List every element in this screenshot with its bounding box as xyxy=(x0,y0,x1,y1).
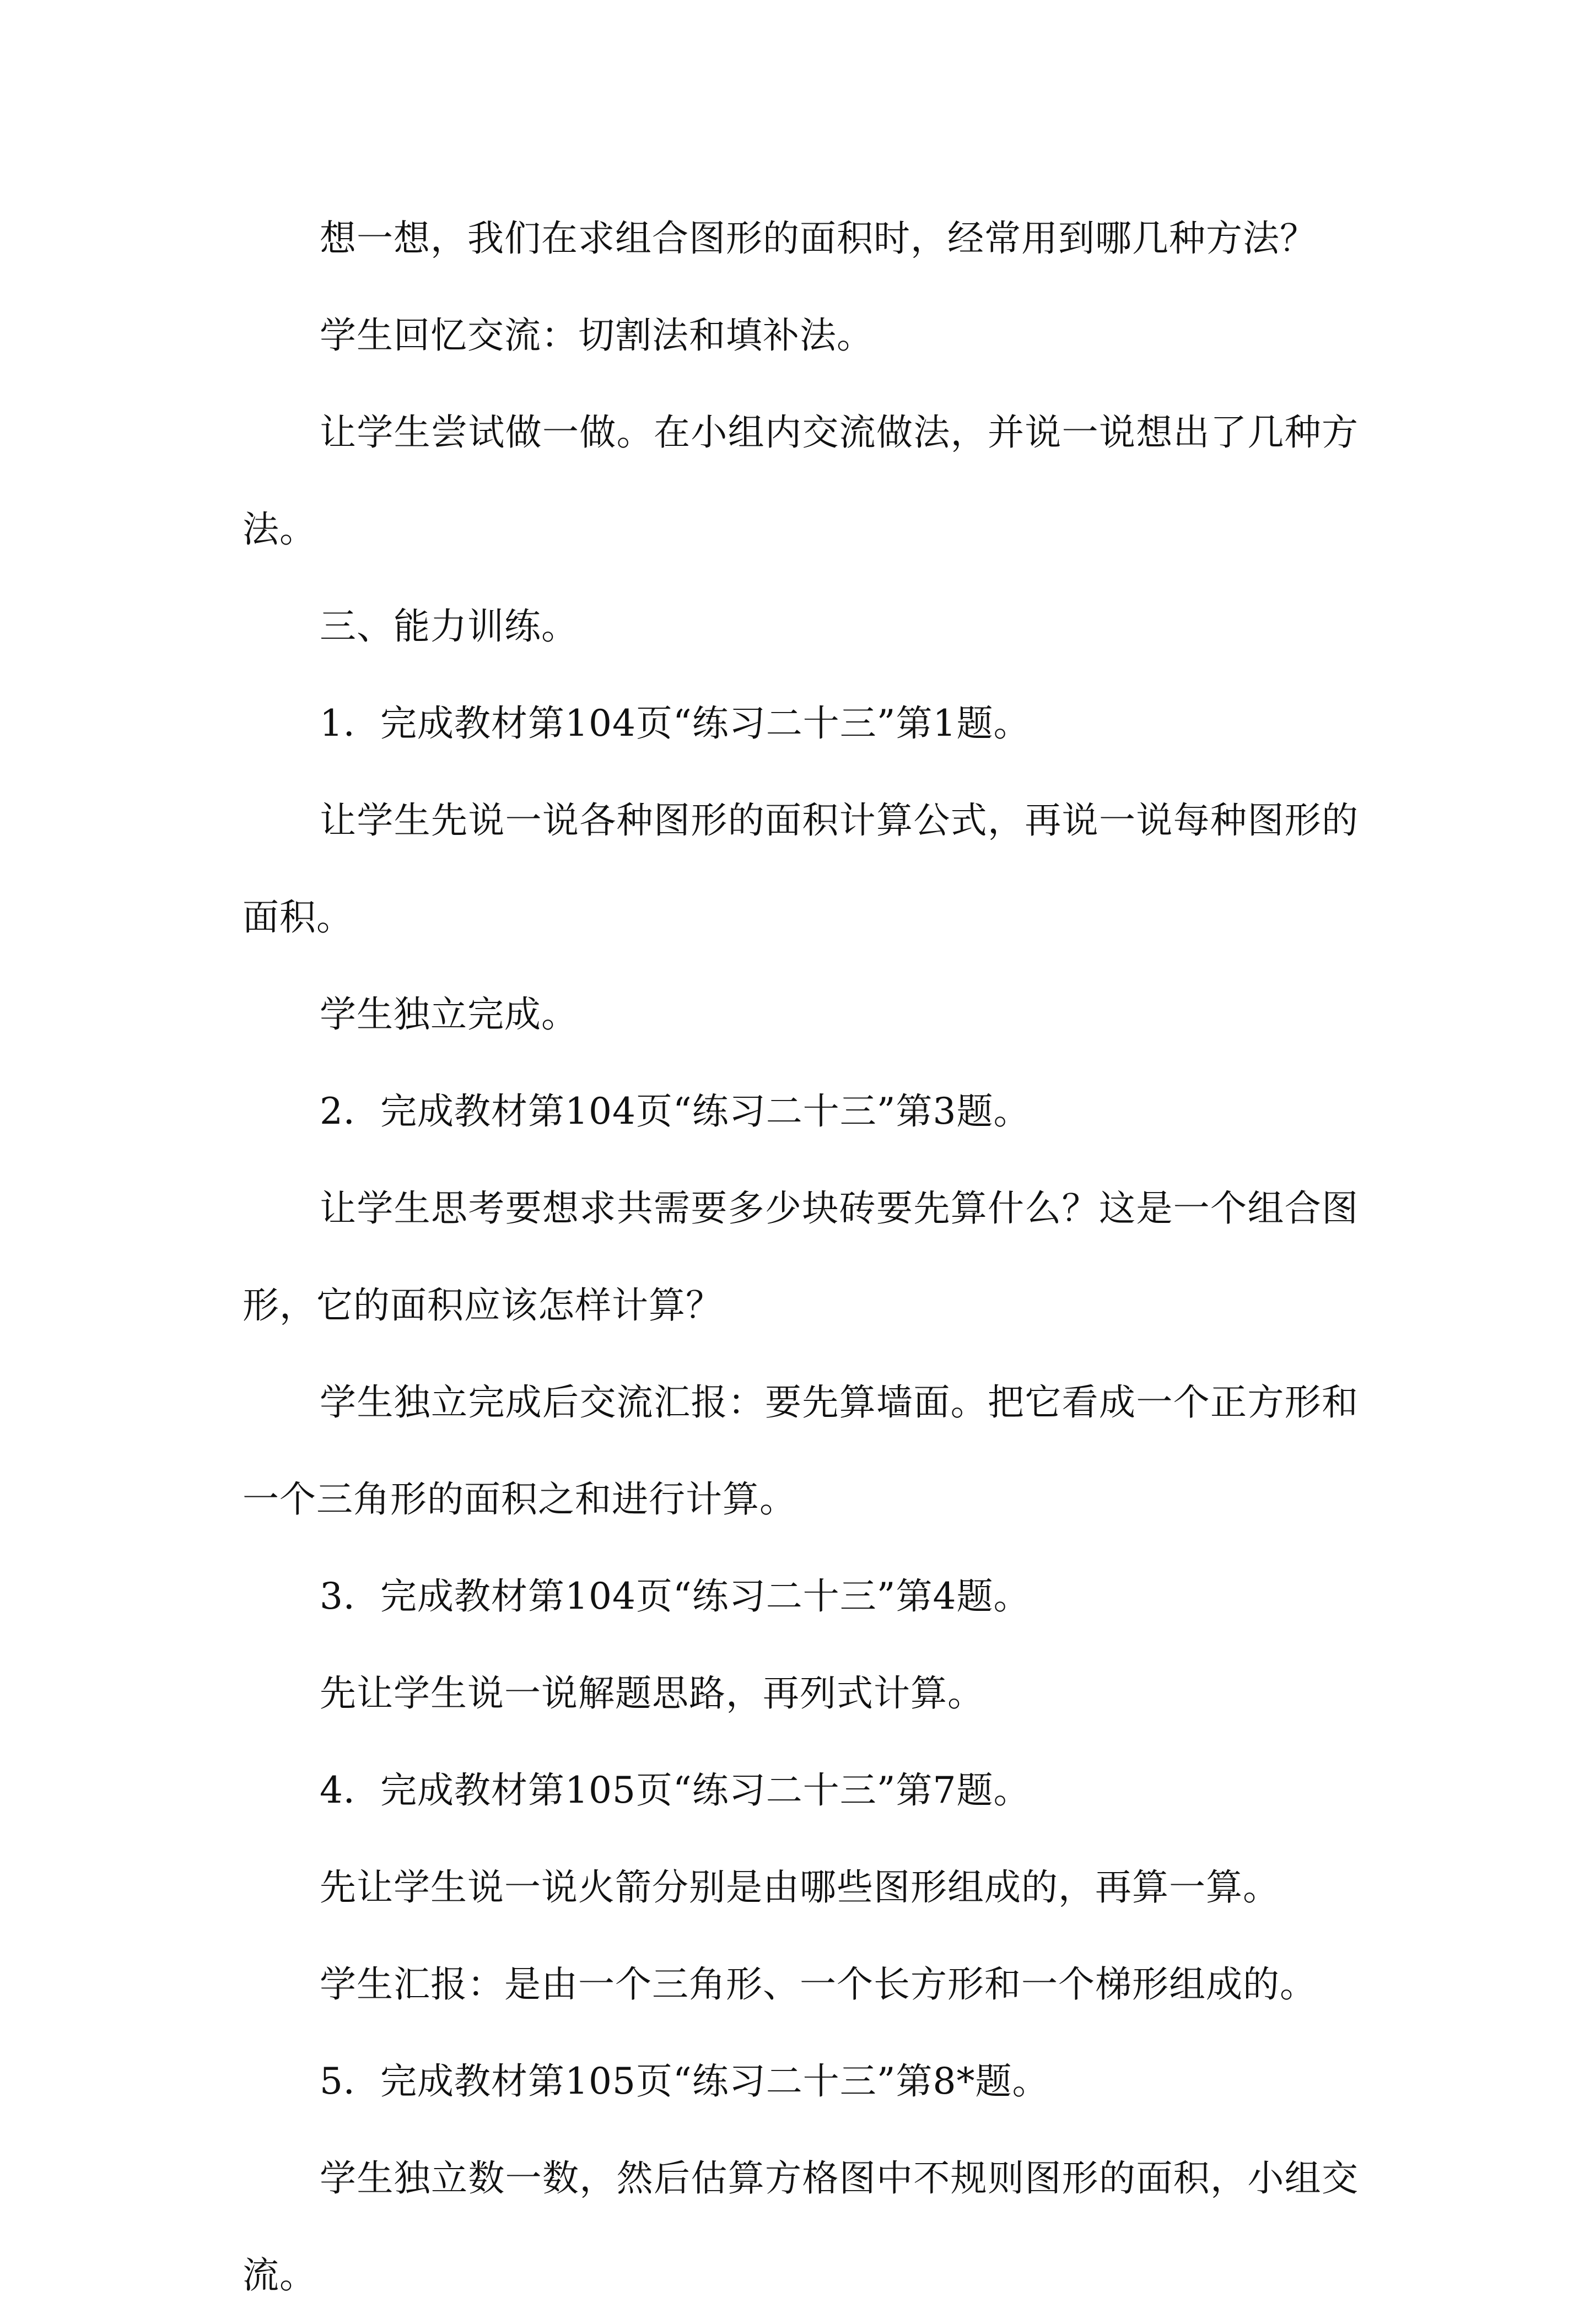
paragraph: 学生独立完成。 xyxy=(320,993,578,1036)
paragraph: 让学生思考要想求共需要多少块砖要先算什么？这是一个组合图形，它的面积应该怎样计算？ xyxy=(243,1187,1359,1327)
paragraph: 先让学生说一说火箭分别是由哪些图形组成的，再算一算。 xyxy=(320,1866,1280,1908)
paragraph: 学生独立完成后交流汇报：要先算墙面。把它看成一个正方形和一个三角形的面积之和进行计算。 xyxy=(243,1381,1359,1520)
exercise-item: 2．完成教材第104页“练习二十三”第3题。 xyxy=(320,1090,1031,1133)
paragraph: 学生独立数一数，然后估算方格图中不规则图形的面积，小组交流。 xyxy=(243,2157,1359,2296)
exercise-item: 1．完成教材第104页“练习二十三”第1题。 xyxy=(320,702,1031,745)
paragraph: 让学生尝试做一做。在小组内交流做法，并说一说想出了几种方法。 xyxy=(243,411,1359,551)
paragraph: 让学生先说一说各种图形的面积计算公式，再说一说每种图形的面积。 xyxy=(243,799,1359,939)
exercise-item: 3．完成教材第104页“练习二十三”第4题。 xyxy=(320,1575,1031,1617)
paragraph: 想一想，我们在求组合图形的面积时，经常用到哪几种方法？ xyxy=(320,217,1317,260)
section-heading: 三、能力训练。 xyxy=(320,605,578,648)
exercise-item: 4．完成教材第105页“练习二十三”第7题。 xyxy=(320,1769,1031,1811)
exercise-item: 5．完成教材第105页“练习二十三”第8*题。 xyxy=(320,2060,1049,2102)
paragraph: 学生回忆交流：切割法和填补法。 xyxy=(320,314,874,357)
paragraph: 学生汇报：是由一个三角形、一个长方形和一个梯形组成的。 xyxy=(320,1963,1317,2005)
paragraph: 先让学生说一说解题思路，再列式计算。 xyxy=(320,1672,984,1714)
